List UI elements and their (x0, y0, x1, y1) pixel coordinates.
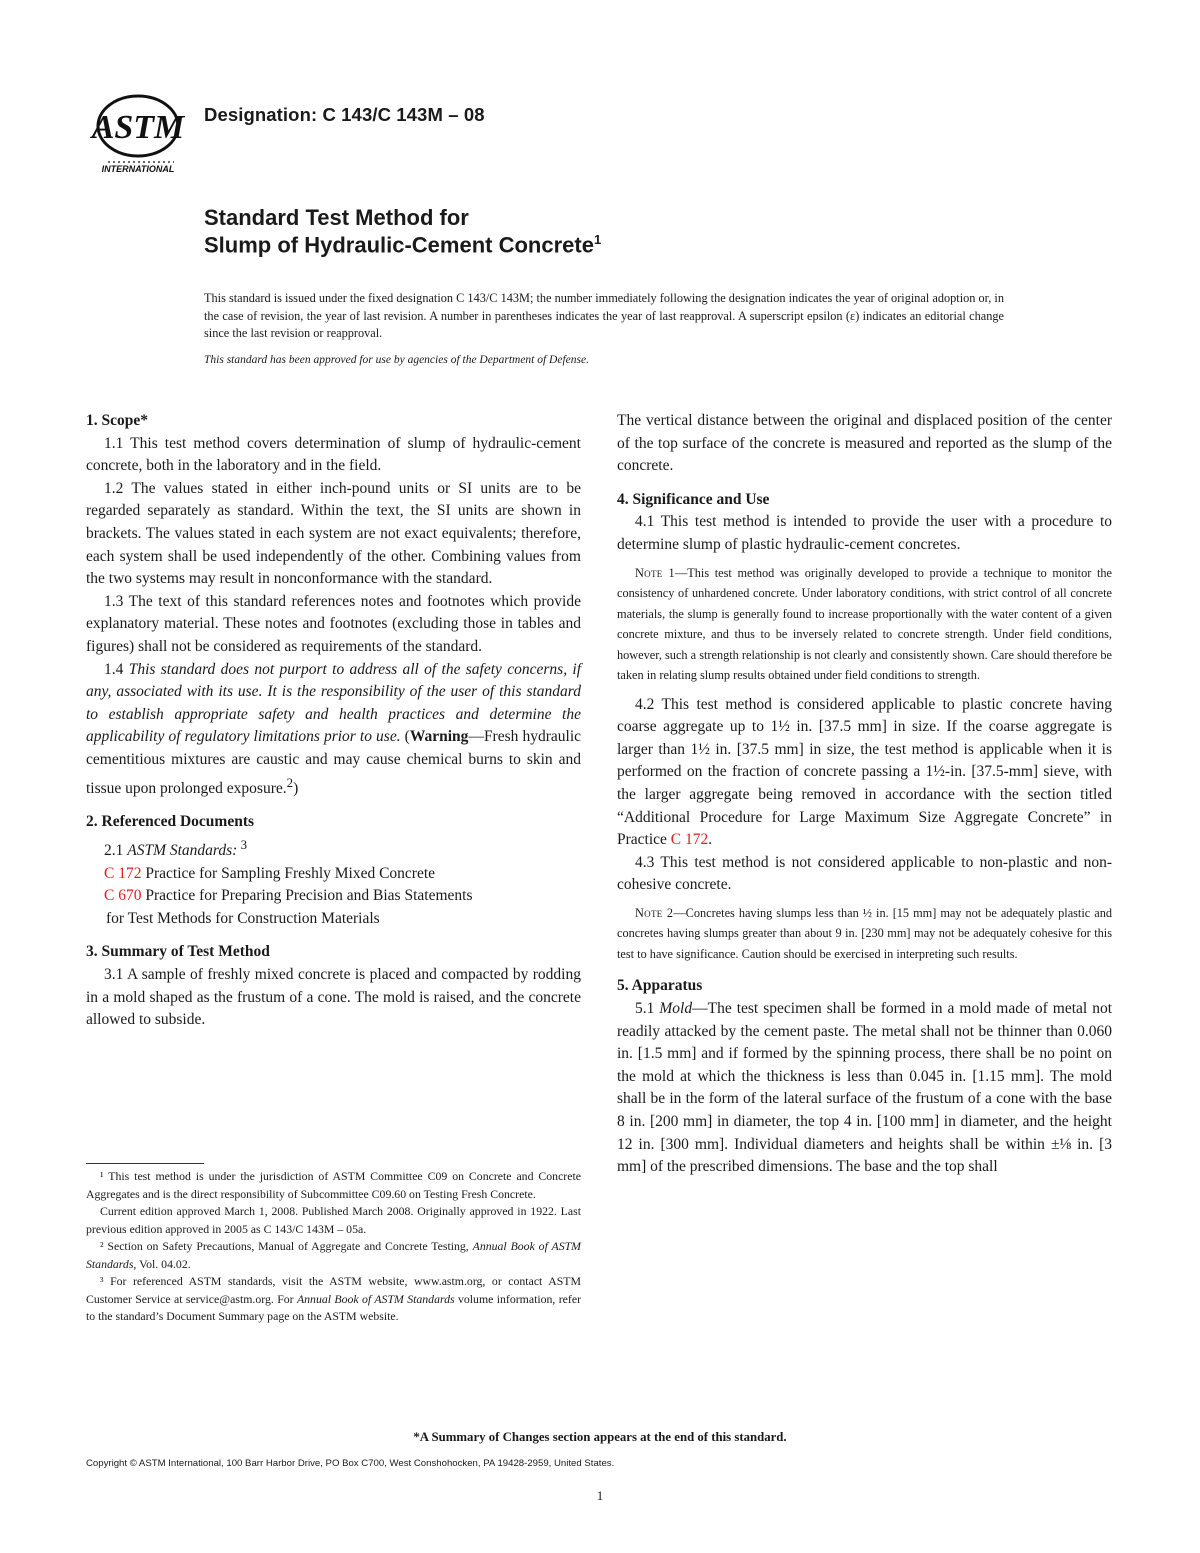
section-2-heading: 2. Referenced Documents (86, 813, 255, 831)
title-footnote-mark: 1 (593, 232, 602, 247)
safety-caveat: This standard does not purport to address all of the safety concerns, if any, associated with its use. It is the responsibility of the user of this standard to establish appropriate safety and health practices and determine the applicability of regulatory limitations prior to use. (86, 660, 582, 746)
section-4-heading: 4. Significance and Use (617, 490, 770, 508)
footnote-divider (86, 1163, 204, 1164)
footnote-ref-3[interactable]: 3 (237, 836, 248, 852)
paragraph-4-1: 4.1 This test method is intended to provide the user with a procedure to determine slump of plastic hydraulic-cement concretes. (617, 513, 1112, 553)
title-line-2 (204, 232, 601, 258)
paragraph-number: 2.1 (104, 842, 128, 859)
reference-link-c670[interactable]: C 670 (104, 887, 142, 905)
reference-link-c172[interactable]: C 172 (670, 831, 709, 849)
paragraph-1-2: 1.2 The values stated in either inch-pound units or SI units are to be regarded separately as standard. Within the text, the SI units are shown in brackets. The values stated in each system are not exact equivalents; therefore, each system shall be used independently of the other. Combining values from the two systems may result in nonconformance with the standard. (86, 479, 581, 588)
paragraph-number: 5.1 (635, 1000, 660, 1017)
footnote-text: ³ For referenced ASTM standards, visit the ASTM website, www.astm.org, or contact ASTM Customer Service at service@astm.org. For (86, 1274, 581, 1306)
footnotes (86, 1168, 581, 1326)
footnote-ref-2[interactable]: 2 (286, 774, 294, 790)
footnote-1: ¹ This test method is under the jurisdiction of ASTM Committee C09 on Concrete and Concrete Aggregates and is the direct responsibility of Subcommittee C09.60 on Testing Fresh Concrete. (86, 1169, 581, 1201)
reference-title: Practice for Sampling Freshly Mixed Concrete (145, 864, 436, 882)
copyright-line: Copyright © ASTM International, 100 Barr Harbor Drive, PO Box C700, West Conshohocken, PA 19428-2959, United States. (86, 1458, 615, 1469)
dod-approval-statement: This standard has been approved for use by agencies of the Department of Defense. (204, 354, 589, 366)
footnote-text: , Vol. 04.02. (133, 1256, 191, 1271)
footnote-text: ² Section on Safety Precautions, Manual of Aggregate and Concrete Testing, (100, 1239, 473, 1253)
footnote-2 (86, 1238, 581, 1273)
paragraph-2-1 (86, 834, 581, 863)
issuance-statement: This standard is issued under the fixed designation C 143/C 143M; the number immediately following the designation indicates the year of original adoption or, in the case of revision, the year of last revision. A number in parentheses indicates the year of last reapproval. A superscript epsilon (ε) indicates an editorial change since the last revision or reapproval. (204, 291, 1004, 340)
astm-standards-label: ASTM Standards: (127, 842, 238, 859)
paragraph-end: . (708, 831, 713, 849)
book-title: Annual Book of ASTM Standards (86, 1239, 581, 1271)
book-title: Annual Book of ASTM Standards (296, 1291, 455, 1306)
note-1 (617, 563, 1112, 686)
warning-label: Warning (409, 728, 469, 746)
paragraph-text: —The test specimen shall be formed in a mold made of metal not readily attacked by the cement paste. The metal shall not be thinner than 0.060 in. [1.5 mm] and if formed by the spinning process, there shall be no point on the mold at which the thickness is less than 0.045 in. [1.15 mm]. The mold shall be in the form of the lateral surface of the frustum of a cone with the base 8 in. [200 mm] in diameter, the top 4 in. [100 mm] in diameter, and the height 12 in. [300 mm]. Individual diameters and heights shall be within ±⅛ in. [3 mm] of the prescribed dimensions. The base and the top shall (617, 1000, 1112, 1176)
section-5-heading: 5. Apparatus (617, 977, 703, 995)
footnote-text: volume information, refer to the standard’s Document Summary page on the ASTM website. (86, 1291, 581, 1323)
footnote-3 (86, 1273, 581, 1326)
note-text: —This test method was originally developed to provide a technique to monitor the consistency of unhardened concrete. Under laboratory conditions, with strict control of all concrete materials, the slump is generally found to increase proportionally with the water content of a given concrete mixture, and thus to be inversely related to concrete strength. Under field conditions, however, such a strength relationship is not clearly and consistently shown. Care should therefore be taken in relating slump results obtained under field conditions to strength. (617, 565, 1112, 683)
note-text: —Concretes having slumps less than ½ in. [15 mm] may not be adequately plastic and concretes having slumps greater than about 9 in. [230 mm] may not be adequately cohesive for this test to have significance. Caution should be exercised in interpreting such results. (617, 905, 1112, 961)
paren-close: ) (293, 779, 299, 797)
paragraph-1-4 (86, 659, 581, 801)
astm-logo (88, 92, 188, 176)
title-line-1: Standard Test Method for (204, 205, 469, 230)
paragraph-3-1-continued: The vertical distance between the original and displaced position of the center of the top surface of the concrete is measured and reported as the slump of the concrete. (617, 412, 1112, 475)
paragraph-1-3: 1.3 The text of this standard references notes and footnotes which provide explanatory material. These notes and footnotes (excluding those in tables and figures) shall not be considered as requirements of the standard. (86, 592, 581, 655)
section-1-heading: 1. Scope* (86, 412, 148, 429)
mold-label: Mold (659, 1000, 693, 1017)
title-main: Slump of Hydraulic-Cement Concrete (204, 232, 594, 258)
footnote-1-edition: Current edition approved March 1, 2008. Published March 2008. Originally approved in 1922. Last previous edition approved in 2005 as C 143/C 143M – 05a. (86, 1204, 581, 1236)
reference-c172 (86, 863, 581, 886)
logo-subtext: INTERNATIONAL (101, 164, 175, 174)
note-label: Note 2 (635, 905, 674, 920)
right-column (617, 410, 1112, 1179)
note-label: Note 1 (635, 565, 675, 580)
paragraph-5-1 (617, 998, 1112, 1179)
page-number: 1 (596, 1488, 604, 1503)
reference-title: Practice for Preparing Precision and Bias Statements (145, 887, 473, 905)
note-2 (617, 903, 1112, 965)
section-3-heading: 3. Summary of Test Method (86, 943, 270, 961)
paragraph-4-2 (617, 694, 1112, 852)
paragraph-4-3: 4.3 This test method is not considered applicable to non-plastic and non-cohesive concrete. (617, 853, 1112, 894)
summary-of-changes-note: *A Summary of Changes section appears at the end of this standard. (413, 1430, 787, 1444)
logo-text: ASTM (91, 109, 185, 146)
reference-c670-continued: for Test Methods for Construction Materials (106, 909, 380, 927)
designation: Designation: C 143/C 143M – 08 (204, 104, 485, 125)
reference-link-c172[interactable]: C 172 (104, 864, 142, 882)
paragraph-text: 4.2 This test method is considered applicable to plastic concrete having coarse aggregate up to 1½ in. [37.5 mm] in size. If the coarse aggregate is larger than 1½ in. [37.5 mm] in size, the test method is applicable when it is performed on the fraction of concrete passing a 1½-in. [37.5-mm] sieve, with the larger aggregate being removed in accordance with the section titled “Additional Procedure for Large Maximum Size Aggregate Concrete” in Practice (617, 695, 1112, 849)
paragraph-1-1: 1.1 This test method covers determination of slump of hydraulic-cement concrete, both in the laboratory and in the field. (86, 434, 581, 475)
warning-text: —Fresh hydraulic cementitious mixtures are caustic and may cause chemical burns to skin and tissue upon prolonged exposure. (86, 728, 582, 797)
reference-c670 (86, 885, 581, 908)
paren-open: ( (400, 728, 410, 746)
paragraph-number: 1.4 (104, 660, 129, 678)
left-column (86, 410, 581, 1032)
paragraph-3-1: 3.1 A sample of freshly mixed concrete is placed and compacted by rodding in a mold shaped as the frustum of a cone. The mold is raised, and the concrete allowed to subside. (86, 965, 581, 1029)
